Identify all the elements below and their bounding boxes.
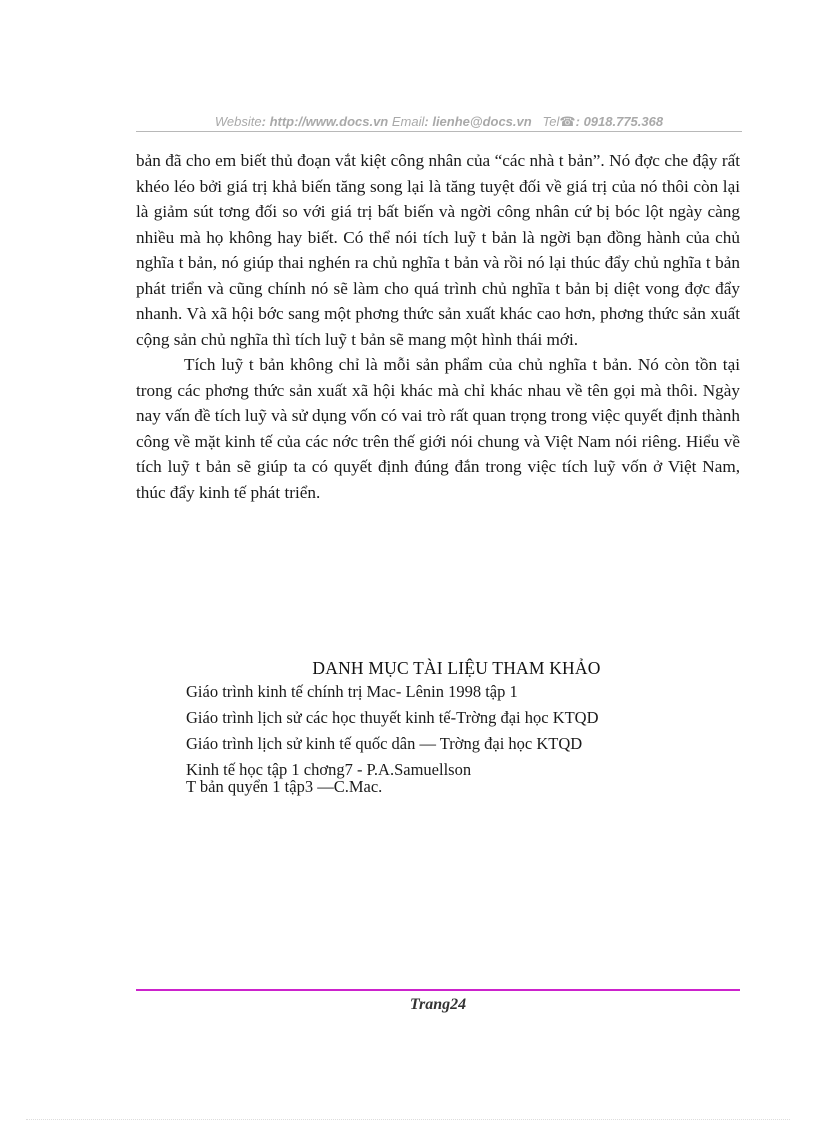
page-bottom-border [26,1119,790,1120]
page-header [136,114,742,130]
reference-item: Giáo trình lịch sử các học thuyết kinh tế-Trờng đại học KTQD [186,708,599,727]
references-list [186,680,726,801]
tel-value: : 0918.775.368 [575,114,664,129]
tel-label: Tel [542,114,560,129]
website-label: Website [214,114,262,129]
reference-item: Giáo trình kinh tế chính trị Mac- Lênin 1998 tập 1 [186,682,518,701]
references-title: DANH MỤC TÀI LIỆU THAM KHẢO [312,658,601,678]
paragraph: Tích luỹ t bản không chỉ là mỗi sản phẩm của chủ nghĩa t bản. Nó còn tồn tại trong các phơng thức sản xuất xã hội khác mà chỉ khác nhau về tên gọi mà thôi. Ngày nay vấn đề tích luỹ và sử dụng vốn có vai trò rất quan trọng trong việc quyết định thành công về mặt kinh tế của các nớc trên thế giới nói chung và Việt Nam nói riêng. Hiểu về tích luỹ t bản sẽ giúp ta có quyết định đúng đắn trong việc tích luỹ vốn ở Việt Nam, thúc đẩy kinh tế phát triển. [136,355,740,502]
header-divider [136,131,742,132]
paragraph: bản đã cho em biết thủ đoạn vắt kiệt công nhân của “các nhà t bản”. Nó đợc che đậy rất khéo léo bởi giá trị khả biến tăng song lại là tăng tuyệt đối về giá trị của nó thôi còn lại là giảm sút tơng đối so với giá trị bất biến và ngời công nhân cứ bị bóc lột ngày càng nhiều mà họ không hay biết. Có thể nói tích luỹ t bản là ngời bạn đồng hành của chủ nghĩa t bản, nó giúp thai nghén ra chủ nghĩa t bản và rồi nó lại thúc đẩy chủ nghĩa t bản phát triển và cũng chính nó sẽ làm cho quá trình chủ nghĩa t bản bị diệt vong đợc đẩy nhanh. Và xã hội bớc sang một phơng thức sản xuất khác cao hơn, phơng thức sản xuất cộng sản chủ nghĩa thì tích luỹ t bản sẽ mang một hình thái mới. [136,151,740,349]
email-value[interactable]: : lienhe@docs.vn [424,114,532,129]
phone-icon: ☎ [559,114,576,129]
footer-divider [136,989,740,991]
page-number: Trang24 [409,996,467,1013]
reference-item: Kinh tế học tập 1 chơng7 - P.A.Samuellson [186,760,472,779]
reference-item: Giáo trình lịch sử kinh tế quốc dân — Trờng đại học KTQD [186,734,583,753]
website-url[interactable]: : http://www.docs.vn [261,114,389,129]
body-text [136,148,740,505]
email-label: Email [391,114,425,129]
reference-item: T bản quyển 1 tập3 —C.Mac. [186,777,383,796]
